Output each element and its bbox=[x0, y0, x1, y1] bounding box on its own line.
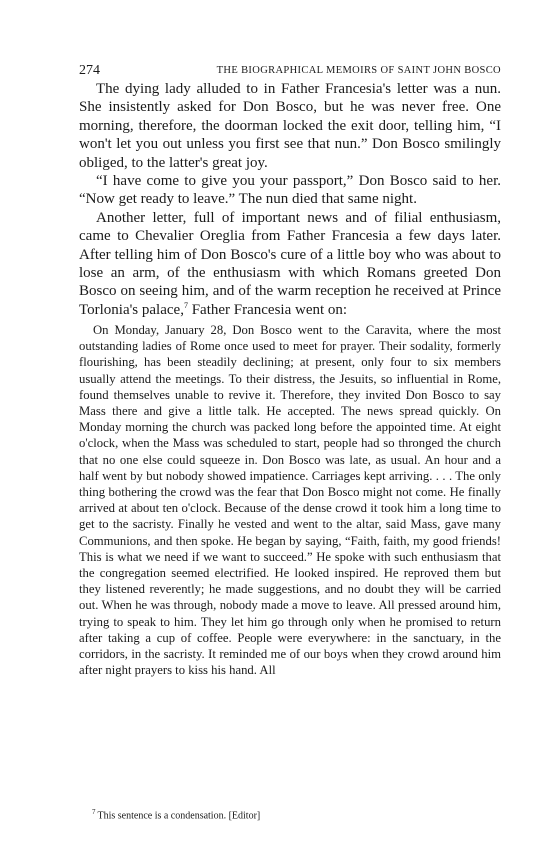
paragraph-1: The dying lady alluded to in Father Francesia's letter was a nun. She insistently asked for Don Bosco, but he was never free. One morning, therefore, the doorman locked the exit door, telling him, “I won't let you out unless you first see that nun.” Don Bosco smilingly obliged, to the latter's great joy. bbox=[79, 81, 501, 171]
footnote-mark: 7 bbox=[92, 808, 96, 816]
page-header bbox=[79, 62, 501, 80]
quoted-letter-extract bbox=[79, 322, 501, 678]
footnote-reference: 7 bbox=[183, 300, 188, 310]
paragraph-3-text: Another letter, full of important news and of filial enthusiasm, came to Chevalier Oreglia from Father Francesia a few days later. After telling him of Don Bosco's cure of a little boy who was about to lose an arm, of the enthusiasm with which Romans greeted Don Bosco on seeing him, and of the warm reception he received at Prince Torlonia's palace, bbox=[79, 209, 501, 318]
paragraph-2: “I have come to give you your passport,” Don Bosco said to her. “Now get ready to leave.” The nun died that same night. bbox=[79, 173, 501, 208]
main-text bbox=[79, 80, 501, 319]
footnote bbox=[92, 806, 501, 822]
running-head: THE BIOGRAPHICAL MEMOIRS OF SAINT JOHN BOSCO bbox=[216, 65, 501, 76]
paragraph-3-text-end: Father Francesia went on: bbox=[187, 301, 348, 318]
footnote-text: This sentence is a condensation. [Editor] bbox=[97, 810, 261, 822]
paragraph-3 bbox=[79, 209, 501, 319]
page-number: 274 bbox=[79, 63, 100, 78]
extract-paragraph: On Monday, January 28, Don Bosco went to the Caravita, where the most outstanding ladies of Rome once used to meet for prayer. Their sodality, formerly flourishing, has been steadily declining; at present, only four to six members usually attend the meetings. To their distress, the Jesuits, so influential in Rome, found themselves unable to revive it. Therefore, they invited Don Bosco to say Mass there and give a little talk. He accepted. The news spread quickly. On Monday morning the church was packed long before the appointed time. At eight o'clock, when the Mass was scheduled to start, people had so thronged the church that no one else could squeeze in. Don Bosco was late, as usual. An hour and a half went by but nobody showed impatience. Carriages kept arriving. . . . The only thing bothering the crowd was the fear that Don Bosco might not come. He finally arrived at about ten o'clock. Because of the dense crowd it took him a long time to get to the sacristy. Finally he vested and went to the altar, said Mass, gave many Communions, and then spoke. He began by saying, “Faith, faith, my good friends! This is what we need if we want to succeed.” He spoke with such enthusiasm that the congregation seemed electrified. He looked inspired. He reproved them but they listened reverently; he made suggestions, and no doubt they will be carried out. When he was through, nobody made a move to leave. All pressed around him, trying to speak to him. They let him go through only when he promised to return after taking a cup of coffee. People were everywhere: in the sanctuary, in the corridors, in the sacristy. It reminded me of our boys when they crowd around him after night prayers to kiss his hand. All bbox=[79, 323, 501, 678]
